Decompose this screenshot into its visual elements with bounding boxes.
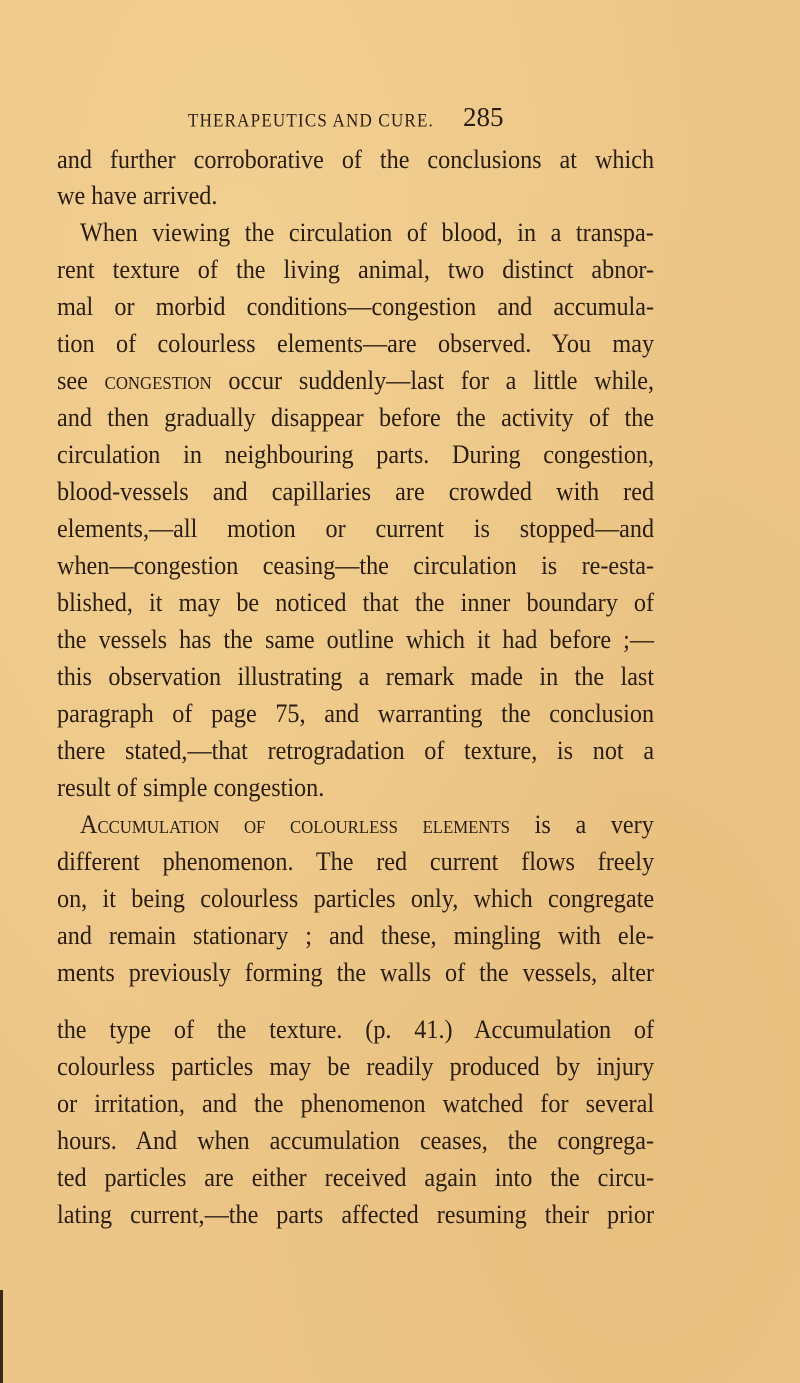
text-span: see bbox=[57, 366, 105, 395]
small-caps-term: congestion bbox=[104, 366, 212, 395]
small-caps-term: Accumulation of colourless elements bbox=[80, 810, 510, 839]
text-line: there stated,—that retrogradation of texture, is not a bbox=[57, 736, 655, 765]
text-line: blood-vessels and capillaries are crowded with red bbox=[57, 477, 655, 506]
text-line: blished, it may be noticed that the inner boundary of bbox=[57, 588, 655, 617]
text-line: elements,—all motion or current is stopped—and bbox=[57, 514, 655, 543]
page-edge-shadow bbox=[0, 1290, 3, 1383]
text-line: the type of the texture. (p. 41.) Accumulation of bbox=[57, 1015, 655, 1044]
text-line bbox=[80, 808, 654, 842]
running-head: THERAPEUTICS AND CURE. bbox=[188, 110, 434, 131]
text-line: lating current,—the parts affected resuming their prior bbox=[57, 1200, 655, 1229]
text-line: and then gradually disappear before the activity of the bbox=[57, 403, 655, 432]
text-line: paragraph of page 75, and warranting the conclusion bbox=[57, 699, 655, 728]
text-line: on, it being colourless particles only, which congregate bbox=[57, 884, 655, 913]
text-line: rent texture of the living animal, two distinct abnor- bbox=[57, 255, 655, 284]
text-line: and further corroborative of the conclusions at which bbox=[57, 145, 655, 174]
text-line: circulation in neighbouring parts. During congestion, bbox=[57, 440, 655, 469]
text-line: tion of colourless elements—are observed. You may bbox=[57, 329, 655, 358]
text-line: when—congestion ceasing—the circulation is re-esta- bbox=[57, 551, 655, 580]
text-span: occur suddenly—last for a little while, bbox=[211, 366, 655, 395]
text-line: When viewing the circulation of blood, in a transpa- bbox=[80, 218, 654, 247]
text-span: is a very bbox=[509, 810, 654, 839]
text-line: ted particles are either received again into the circu- bbox=[57, 1163, 655, 1192]
text-line: mal or morbid conditions—congestion and accumula- bbox=[57, 292, 655, 321]
text-line: and remain stationary ; and these, mingling with ele- bbox=[57, 921, 655, 950]
text-line: result of simple congestion. bbox=[57, 773, 325, 802]
text-line: different phenomenon. The red current flows freely bbox=[57, 847, 655, 876]
text-line: we have arrived. bbox=[57, 181, 218, 210]
text-line: hours. And when accumulation ceases, the congrega- bbox=[57, 1126, 655, 1155]
text-line: colourless particles may be readily produced by injury bbox=[57, 1052, 655, 1081]
text-line: or irritation, and the phenomenon watched for several bbox=[57, 1089, 655, 1118]
text-line: this observation illustrating a remark made in the last bbox=[57, 662, 655, 691]
text-line bbox=[57, 364, 654, 398]
text-line: the vessels has the same outline which it had before ;— bbox=[57, 625, 655, 654]
text-line: ments previously forming the walls of the vessels, alter bbox=[57, 958, 655, 987]
page-number: 285 bbox=[463, 102, 504, 132]
